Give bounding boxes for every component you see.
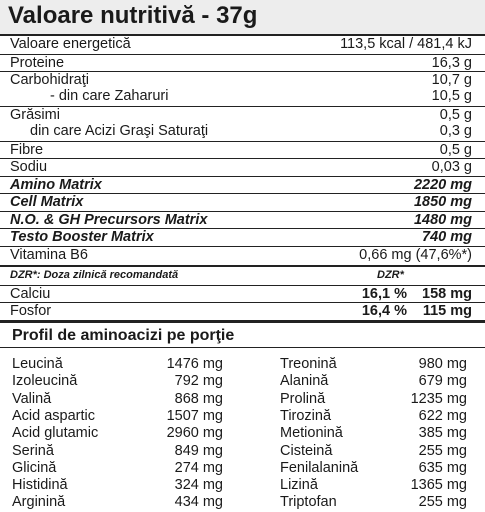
nutrition-row-saturated-fat: [0, 123, 485, 141]
nutrition-value: 740 mg: [422, 229, 472, 245]
mineral-pct: 16,1 %: [361, 286, 407, 302]
mineral-label: Fosfor: [10, 303, 52, 319]
nutrition-label: Carbohidraţi: [10, 72, 89, 88]
page-title: Valoare nutritivă - 37g: [8, 2, 258, 29]
nutrition-value: 0,66 mg (47,6%*): [359, 247, 472, 263]
amino-value: 849 mg: [174, 442, 223, 459]
nutrition-label: N.O. & GH Precursors Matrix: [10, 212, 208, 228]
nutrition-value: 16,3 g: [431, 55, 472, 71]
nutrition-value: 0,5 g: [439, 107, 472, 123]
amino-value: 255 mg: [418, 494, 467, 511]
nutrition-row-sugars: [0, 88, 485, 106]
amino-name: Alanină: [280, 373, 329, 390]
title-bar: [0, 0, 485, 34]
nutrition-value: 10,7 g: [431, 72, 472, 88]
mineral-mg: 115 mg: [422, 303, 472, 319]
amino-name: Acid glutamic: [12, 425, 99, 442]
amino-profile-title: Profil de aminoacizi pe porţie: [12, 327, 235, 344]
nutrition-row-protein: [0, 54, 485, 72]
amino-value: 274 mg: [174, 459, 223, 476]
dzr-header-row: [0, 267, 485, 284]
nutrition-row-amino-matrix: [0, 176, 485, 194]
nutrition-label: Grăsimi: [10, 107, 60, 123]
divider-thick: [0, 320, 485, 323]
nutrition-label: Sodiu: [10, 159, 48, 175]
amino-name: Lizină: [280, 477, 318, 494]
divider: [0, 347, 485, 348]
amino-value: 385 mg: [418, 425, 467, 442]
amino-name: Prolină: [280, 390, 326, 407]
nutrition-row-no-gh-matrix: [0, 211, 485, 229]
nutrition-value: 1850 mg: [413, 194, 472, 210]
amino-value: 324 mg: [174, 477, 223, 494]
amino-name: Histidină: [12, 477, 68, 494]
nutrition-value: 2220 mg: [413, 177, 472, 193]
nutrition-label: Cell Matrix: [10, 194, 84, 210]
amino-value: 1476 mg: [166, 356, 223, 372]
nutrition-row-sodium: [0, 158, 485, 176]
nutrition-value: 0,5 g: [439, 142, 472, 158]
nutrition-row-cell-matrix: [0, 193, 485, 211]
nutrition-row-fat: [0, 106, 485, 124]
amino-name: Glicină: [12, 459, 57, 476]
amino-value: 2960 mg: [166, 425, 223, 442]
amino-value: 868 mg: [174, 390, 223, 407]
nutrition-label: Testo Booster Matrix: [10, 229, 154, 245]
amino-name: Arginină: [12, 494, 66, 511]
nutrition-label: Fibre: [10, 142, 44, 158]
nutrition-value: 113,5 kcal / 481,4 kJ: [340, 36, 472, 52]
nutrition-label: Proteine: [10, 55, 65, 71]
nutrition-row-testo-matrix: [0, 228, 485, 246]
amino-value: 792 mg: [174, 373, 223, 390]
amino-value: 255 mg: [418, 442, 467, 459]
mineral-row-phosphorus: [0, 302, 485, 320]
nutrition-row-energy: [0, 36, 485, 54]
amino-name: Valină: [12, 390, 52, 407]
mineral-pct: 16,4 %: [361, 303, 407, 319]
amino-name: Izoleucină: [12, 373, 78, 390]
amino-name: Acid aspartic: [12, 407, 96, 424]
amino-value: 434 mg: [174, 494, 223, 511]
amino-value: 1365 mg: [410, 477, 467, 494]
nutrition-label: Valoare energetică: [10, 36, 131, 52]
amino-value: 1507 mg: [166, 407, 223, 424]
nutrition-label: Amino Matrix: [10, 177, 102, 193]
mineral-label: Calciu: [10, 286, 51, 302]
amino-name: Metionină: [280, 425, 343, 442]
nutrition-row-vitamin-b6: [0, 246, 485, 264]
nutrition-value: 10,5 g: [431, 88, 472, 104]
amino-value: 635 mg: [418, 459, 467, 476]
amino-value: 1235 mg: [410, 390, 467, 407]
dzr-note: DZR*: Doza zilnică recomandată: [10, 269, 179, 281]
amino-value: 980 mg: [418, 356, 467, 372]
amino-name: Treonină: [280, 356, 337, 372]
amino-value: 622 mg: [418, 407, 467, 424]
nutrition-value: 1480 mg: [413, 212, 472, 228]
nutrition-row-carbs: [0, 71, 485, 89]
nutrition-value: 0,3 g: [439, 123, 472, 139]
amino-name: Serină: [12, 442, 54, 459]
dzr-column-header: DZR*: [377, 269, 404, 281]
amino-name: Triptofan: [280, 494, 337, 511]
mineral-mg: 158 mg: [422, 286, 472, 302]
amino-name: Cisteină: [280, 442, 333, 459]
nutrition-value: 0,03 g: [431, 159, 472, 175]
nutrition-row-fibre: [0, 141, 485, 159]
amino-value: 679 mg: [418, 373, 467, 390]
nutrition-label: din care Acizi Graşi Saturaţi: [30, 123, 209, 139]
mineral-row-calcium: [0, 285, 485, 303]
amino-name: Fenilalanină: [280, 459, 359, 476]
nutrition-label: Vitamina B6: [10, 247, 88, 263]
amino-name: Tirozină: [280, 407, 332, 424]
nutrition-label: - din care Zaharuri: [50, 88, 169, 104]
amino-name: Leucină: [12, 356, 63, 372]
